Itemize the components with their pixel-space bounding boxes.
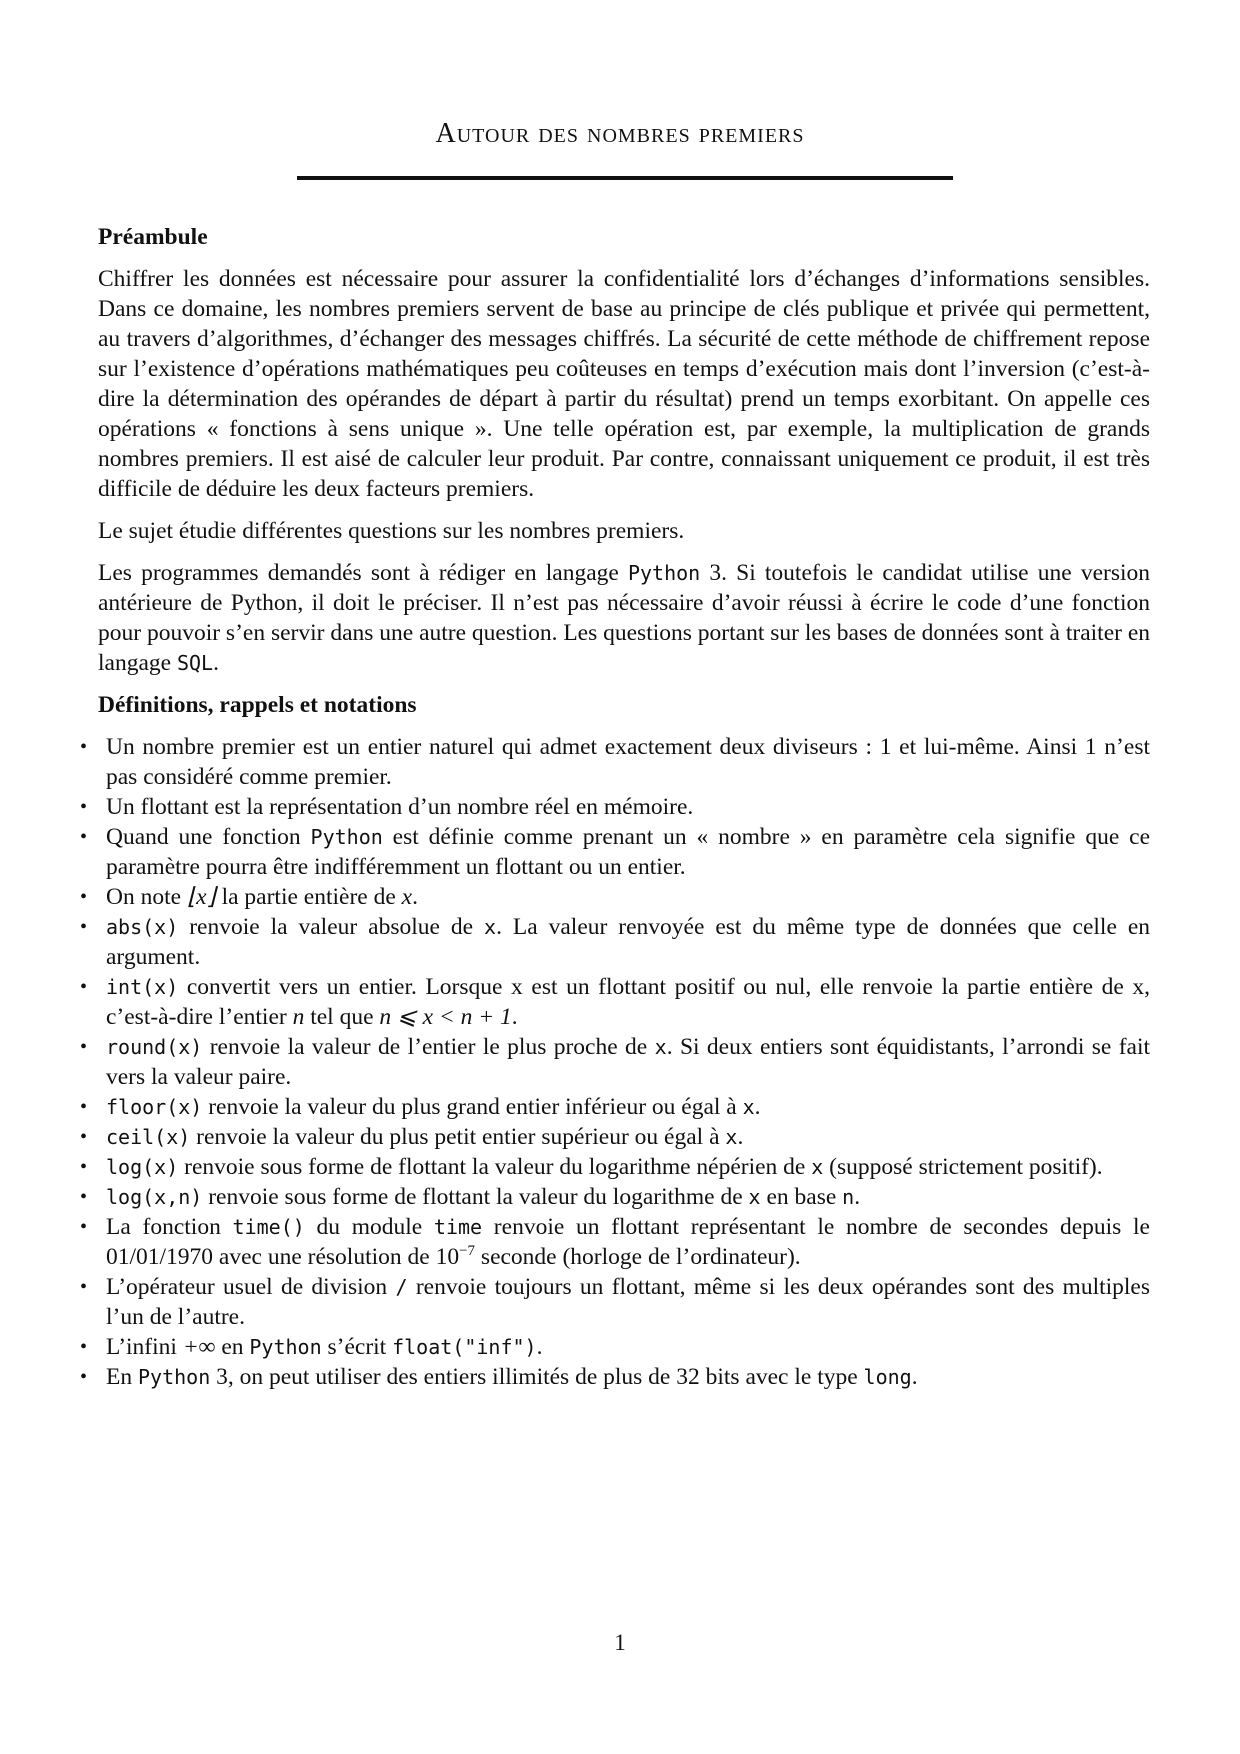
preamble-paragraph-1: Chiffrer les données est nécessaire pour assurer la confidentialité lors d’échanges d’informations sensibles. Dans ce domaine, les nombres premiers servent de base au principe de clés publique et privée qui permettent, au travers d’algorithmes, d’échanger des messages chiffrés. La sécurité de cette méthode de chiffrement repose sur l’existence d’opérations mathématiques peu coûteuses en temps d’exécution mais dont l’inversion (c’est-à-dire la détermination des opérandes de départ à partir du résultat) prend un temps exorbitant. On appelle ces opérations « fonctions à sens unique ». Une telle opération est, par exemple, la multiplication de grands nombres premiers. Il est aisé de calculer leur produit. Par contre, connaissant uniquement ce produit, il est très difficile de déduire les deux facteurs premiers. (98, 266, 1150, 502)
bullet-icon: • (80, 1366, 88, 1388)
bullet-icon: • (80, 1276, 88, 1298)
bullet-icon: • (80, 1126, 88, 1148)
main-content (80, 222, 1151, 1392)
definitions-list (80, 732, 1150, 1392)
list-item: • log(x,n) renvoie sous forme de flottant la valeur du logarithme de x en base n. (80, 1184, 861, 1210)
bullet-icon: • (80, 736, 88, 758)
list-item: • Un nombre premier est un entier naturel qui admet exactement deux diviseurs : 1 et lui-même. Ainsi 1 n’est pas considéré comme premier. (80, 734, 1150, 790)
list-item: • On note ⌊x⌋ la partie entière de x. (80, 884, 418, 910)
list-item: • En Python 3, on peut utiliser des entiers illimités de plus de 32 bits avec le type long. (80, 1364, 918, 1390)
bullet-icon: • (80, 916, 88, 938)
list-item: • Un flottant est la représentation d’un nombre réel en mémoire. (80, 794, 694, 820)
preamble-paragraph-2: Le sujet étudie différentes questions sur les nombres premiers. (98, 518, 685, 544)
list-item: • log(x) renvoie sous forme de flottant la valeur du logarithme népérien de x (supposé strictement positif). (80, 1154, 1103, 1180)
list-item: • La fonction time() du module time renvoie un flottant représentant le nombre de secondes depuis le 01/01/1970 avec une résolution de $10^{-7}$ seconde (horloge de l’ordinateur). (80, 1214, 1150, 1270)
list-item: • floor(x) renvoie la valeur du plus grand entier inférieur ou égal à x. (80, 1094, 761, 1120)
preamble-paragraph-3 (98, 558, 1150, 678)
text: 3. Si toutefois le candidat utilise une version antérieure de Python, il doit le préciser. Il n’est pas nécessaire d’avoir réussi à écrire le code d’une fonction pour pouvoir s’en servir dans une autre question. Les questions portant sur les bases de données sont à traiter en langage (98, 560, 1151, 676)
code-sql: SQL (176, 651, 214, 675)
exponent: −7 (459, 1243, 476, 1260)
list-item: • L’opérateur usuel de division / renvoie toujours un flottant, même si les deux opérandes sont des multiples l’un de l’autre. (80, 1274, 1151, 1330)
bullet-icon: • (80, 1096, 88, 1118)
bullet-icon: • (80, 1156, 88, 1178)
text: . (213, 650, 219, 676)
list-item: • int(x) convertit vers un entier. Lorsque x est un flottant positif ou nul, elle renvoie la partie entière de x, c’est-à-dire l’entier n tel que n ⩽ x < n + 1. (80, 974, 1150, 1030)
list-item: • ceil(x) renvoie la valeur du plus petit entier supérieur ou égal à x. (80, 1124, 744, 1150)
bullet-icon: • (80, 976, 88, 998)
title-underline (297, 176, 953, 180)
definitions-heading: Définitions, rappels et notations (98, 692, 417, 718)
bullet-icon: • (80, 796, 88, 818)
preamble-heading: Préambule (98, 224, 208, 250)
bullet-icon: • (80, 1216, 88, 1238)
bullet-icon: • (80, 826, 88, 848)
bullet-icon: • (80, 1336, 88, 1358)
page-number: 1 (614, 1630, 626, 1655)
bullet-icon: • (80, 1036, 88, 1058)
document-title: Autour des nombres premiers (435, 118, 805, 149)
bullet-icon: • (80, 886, 88, 908)
list-item: • L’infini +∞ en Python s’écrit float("inf"). (80, 1334, 543, 1360)
bullet-icon: • (80, 1186, 88, 1208)
list-item: • round(x) renvoie la valeur de l’entier le plus proche de x. Si deux entiers sont équidistants, l’arrondi se fait vers la valeur paire. (80, 1034, 1151, 1090)
text: Les programmes demandés sont à rédiger en langage (98, 560, 628, 586)
list-item: • abs(x) renvoie la valeur absolue de x. La valeur renvoyée est du même type de données que celle en argument. (80, 914, 1150, 970)
code-python: Python (627, 561, 701, 585)
math-floor: ⌊x⌋ (186, 884, 216, 910)
list-item: • Quand une fonction Python est définie comme prenant un « nombre » en paramètre cela signifie que ce paramètre pourra être indifféremment un flottant ou un entier. (80, 824, 1150, 880)
